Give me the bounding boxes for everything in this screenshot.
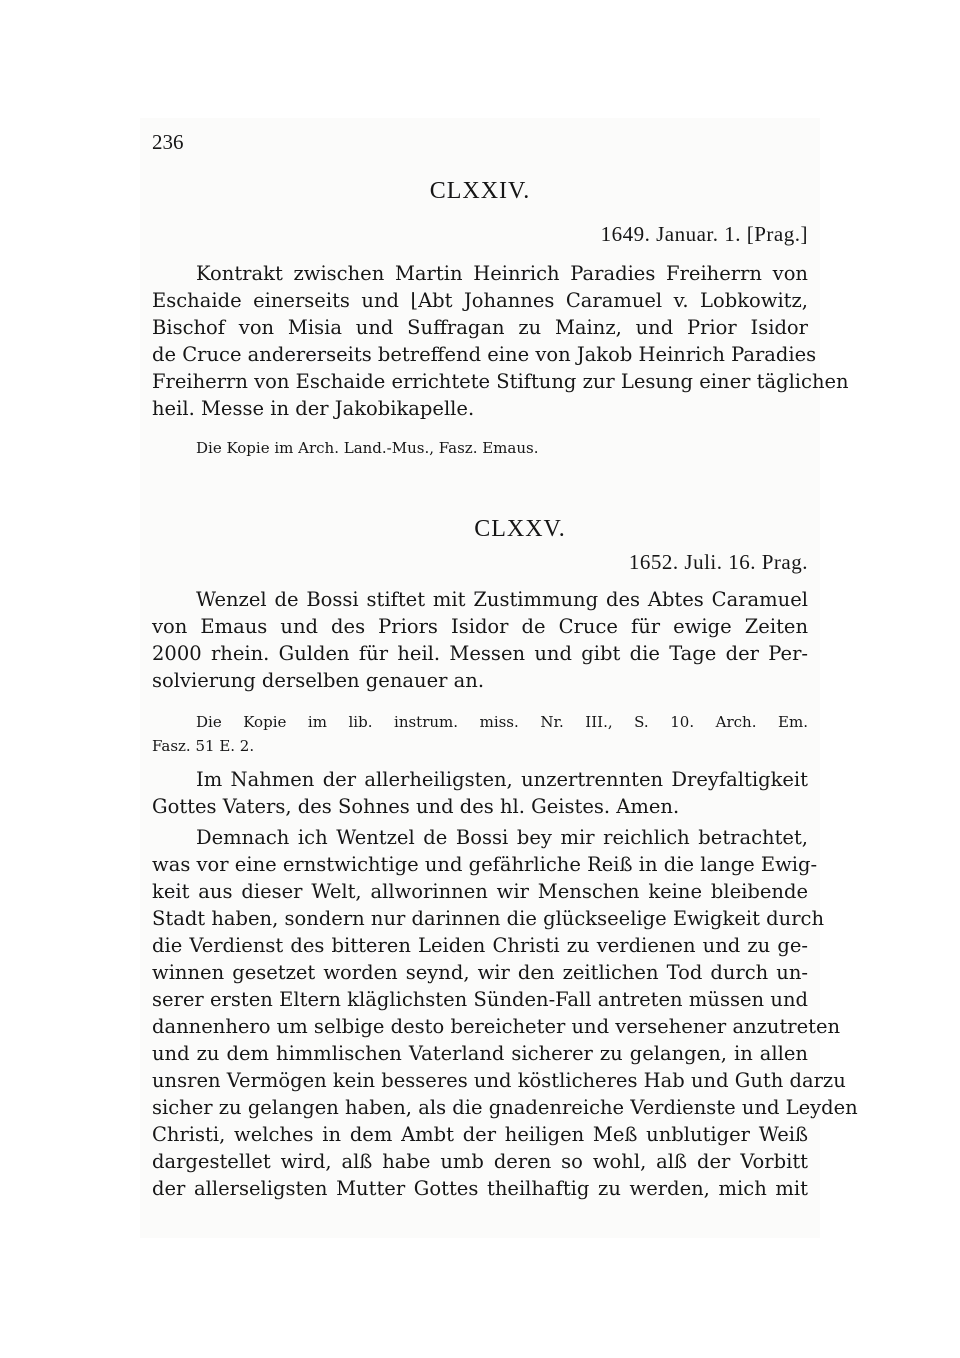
body-line: winnen gesetzet worden seynd, wir den zeitlichen Tod durch un- — [152, 961, 808, 984]
invocation-line: Gottes Vaters, des Sohnes und des hl. Geistes. Amen. — [152, 795, 680, 818]
summary-line: Eschaide einerseits und ⌊Abt Johannes Caramuel v. Lobkowitz, — [152, 289, 808, 312]
document-body — [152, 824, 858, 1202]
summary-line: de Cruce andererseits betreffend eine von Jakob Heinrich Paradies — [152, 343, 817, 366]
summary-line: Freiherrn von Eschaide errichtete Stiftung zur Lesung einer täglichen — [152, 370, 849, 393]
source-note — [152, 710, 808, 758]
page-number: 236 — [152, 130, 184, 154]
invocation — [152, 766, 808, 820]
body-line: Demnach ich Wentzel de Bossi bey mir reichlich betrachtet, — [196, 826, 808, 849]
document-numeral: CLXXIV. — [429, 178, 531, 204]
body-line: was vor eine ernstwichtige und gefährliche Reiß in die lange Ewig- — [152, 853, 818, 876]
body-line: keit aus dieser Welt, allworinnen wir Menschen keine bleibende — [152, 880, 808, 903]
invocation-line: Im Nahmen der allerheiligsten, unzertrennten Dreyfaltigkeit — [196, 768, 808, 791]
body-line: sicher zu gelangen haben, als die gnadenreiche Verdienste und Leyden — [152, 1096, 858, 1119]
summary-line: heil. Messe in der Jakobikapelle. — [152, 397, 475, 420]
body-line: die Verdienst des bitteren Leiden Christi zu verdienen und zu ge- — [152, 934, 808, 957]
source-note — [152, 436, 808, 460]
document-summary — [152, 586, 808, 694]
body-line: Stadt haben, sondern nur darinnen die glückseelige Ewigkeit durch — [152, 907, 824, 930]
summary-line: Wenzel de Bossi stiftet mit Zustimmung des Abtes Caramuel — [196, 588, 808, 611]
document-summary — [152, 260, 849, 422]
summary-line: Bischof von Misia und Suffragan zu Mainz, und Prior Isidor — [152, 316, 808, 339]
body-line: serer ersten Eltern kläglichsten Sünden-Fall antreten müssen und — [152, 988, 808, 1011]
summary-line: 2000 rhein. Gulden für heil. Messen und gibt die Tage der Per- — [152, 642, 808, 665]
body-line: und zu dem himmlischen Vaterland sicherer zu gelangen, in allen — [152, 1042, 808, 1065]
source-line: Fasz. 51 E. 2. — [152, 737, 255, 755]
body-line: Christi, welches in dem Ambt der heiligen Meß unblutiger Weiß — [152, 1123, 808, 1146]
summary-line: Kontrakt zwischen Martin Heinrich Paradies Freiherrn von — [196, 262, 808, 285]
body-line: unsren Vermögen kein besseres und köstlicheres Hab und Guth darzu — [152, 1069, 846, 1092]
body-line: dargestellet wird, alß habe umb deren so wohl, alß der Vorbitt — [152, 1150, 808, 1173]
summary-line: solvierung derselben genauer an. — [152, 669, 485, 692]
body-line: der allerseligsten Mutter Gottes theilhaftig zu werden, mich mit — [152, 1177, 808, 1200]
source-line: Die Kopie im Arch. Land.-Mus., Fasz. Emaus. — [196, 439, 539, 457]
document-date: 1652. Juli. 16. Prag. — [628, 550, 808, 574]
source-line: Die Kopie im lib. instrum. miss. Nr. III., S. 10. Arch. Em. — [196, 713, 808, 731]
document-date: 1649. Januar. 1. [Prag.] — [600, 222, 808, 246]
summary-line: von Emaus und des Priors Isidor de Cruce für ewige Zeiten — [152, 615, 808, 638]
body-line: dannenhero um selbige desto bereicheter und versehener anzutreten — [152, 1015, 841, 1038]
document-numeral: CLXXV. — [474, 516, 566, 542]
